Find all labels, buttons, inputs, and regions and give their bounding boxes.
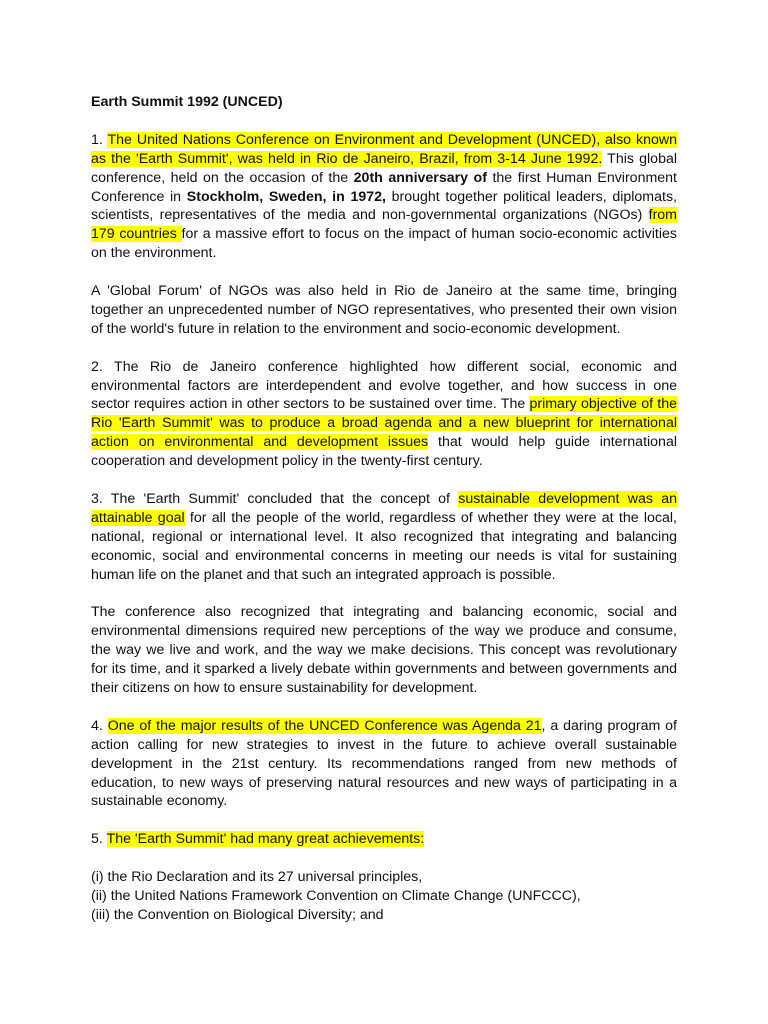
paragraph-2 [91,358,677,471]
list-item: (ii) the United Nations Framework Convention on Climate Change (UNFCCC), [91,887,581,904]
paragraph-5 [91,830,677,849]
paragraph-2-text-b: that would help guide international cooperation and development policy in the twenty-first century. [91,434,677,470]
highlight-sustainable-development: sustainable development was an attainable goal [91,490,677,526]
list-item: (iii) the Convention on Biological Diversity; and [91,906,384,923]
paragraph-4-text: , a daring program of action calling for new strategies to invest in the future to achieve overall sustainable development in the 21st century. Its recommendations ranged from new methods of education, to new ways of preserving natural resources and new ways of participating in a sustainable economy. [91,717,678,810]
bold-20th-anniversary: 20th anniversary of [353,169,487,186]
paragraph-5-number: 5. [91,831,107,848]
highlight-179-countries: from 179 countries [91,207,677,243]
paragraph-1-text-c: brought together political leaders, diplomats, scientists, representatives of the media and non-governmental organizations (NGOs) [91,188,677,224]
paragraph-1 [91,131,677,263]
highlight-primary-objective: primary objective of the Rio 'Earth Summit' was to produce a broad agenda and a new blueprint for international action on environmental and development issues [91,396,677,451]
paragraph-4-number: 4. [91,717,108,734]
list-item: (i) the Rio Declaration and its 27 universal principles, [91,869,423,886]
paragraph-1-text-d: for a massive effort to focus on the impact of human socio-economic activities on the environment. [91,226,677,262]
achievements-list [91,868,677,925]
paragraph-1-text-a: This global conference, held on the occasion of the [91,150,677,186]
paragraph-3 [91,490,677,585]
document-title: Earth Summit 1992 (UNCED) [91,94,283,110]
document-body [91,93,677,925]
highlight-unced-held: The United Nations Conference on Environment and Development (UNCED), also known as the 'Earth Summit', was held in Rio de Janeiro, Brazil, from 3-14 June 1992. [91,131,677,167]
bold-stockholm: Stockholm, Sweden, in 1972, [186,188,386,205]
highlight-agenda-21: One of the major results of the UNCED Conference was Agenda 21 [107,717,542,734]
paragraph-3-text-a: 3. The 'Earth Summit' concluded that the concept of [91,490,459,507]
paragraph-conference: The conference also recognized that integrating and balancing economic, social and environmental dimensions required new perceptions of the way we produce and consume, the way we live and work, and the way we make decisions. This concept was revolutionary for its time, and it sparked a lively debate within governments and between governments and their citizens on how to ensure sustainability for development. [91,604,677,697]
paragraph-1-text-b: the first Human Environment Conference in [91,169,677,205]
paragraph-1-number: 1. [91,131,108,148]
highlight-achievements: The 'Earth Summit' had many great achievements: [106,831,425,848]
paragraph-global-forum: A 'Global Forum' of NGOs was also held in Rio de Janeiro at the same time, bringing together an unprecedented number of NGO representatives, who presented their own vision of the world's future in relation to the environment and socio-economic development. [91,283,677,337]
paragraph-3-text-b: for all the people of the world, regardless of whether they were at the local, national, regional or international level. It also recognized that integrating and balancing economic, social and environmental concerns in meeting our needs is vital for sustaining human life on the planet and that such an integrated approach is possible. [91,509,677,583]
paragraph-4 [91,717,677,812]
paragraph-2-text-a: 2. The Rio de Janeiro conference highlighted how different social, economic and environmental factors are interdependent and evolve together, and how success in one sector requires action in other sectors to be sustained over time. The [91,358,677,413]
